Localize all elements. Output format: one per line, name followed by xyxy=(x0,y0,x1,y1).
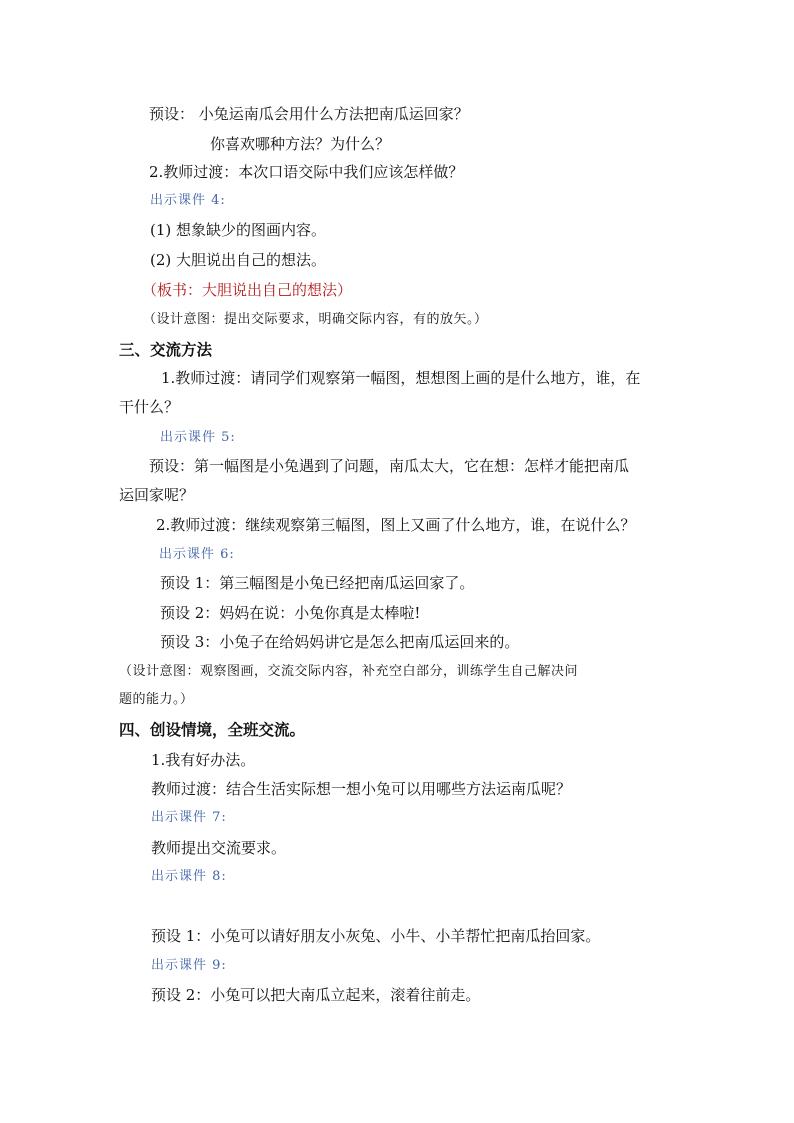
preset-question-line: 预设： 小兔运南瓜会用什么方法把南瓜运回家？ xyxy=(149,105,469,123)
courseware-4-label: 出示课件 4: xyxy=(150,193,226,208)
step-two-line: (2) 大胆说出自己的想法。 xyxy=(150,251,327,269)
third-image-question-line: 2.教师过渡：继续观察第三幅图，图上又画了什么地方，谁，在说什么？ xyxy=(156,516,636,534)
section-four-heading: 四、创设情境，全班交流。 xyxy=(119,720,306,739)
good-method-line: 1.我有好办法。 xyxy=(151,751,256,769)
courseware-5-label: 出示课件 5: xyxy=(160,430,236,445)
design-intent-line: （设计意图：提出交际要求，明确交际内容，有的放矢。） xyxy=(143,312,488,327)
teacher-transition-line: 2.教师过渡：本次口语交际中我们应该怎样做？ xyxy=(149,163,464,181)
preset-friends-help-line: 预设 1：小兔可以请好朋友小灰兔、小牛、小羊帮忙把南瓜抬回家。 xyxy=(151,927,601,945)
preset-three-line: 预设 3：小兔子在给妈妈讲它是怎么把南瓜运回来的。 xyxy=(160,633,520,651)
design-intent-observation-line: （设计意图：观察图画，交流交际内容，补充空白部分，训练学生自己解决问 xyxy=(119,664,579,679)
life-practice-transition-line: 教师过渡：结合生活实际想一想小兔可以用哪些方法运南瓜呢？ xyxy=(151,780,572,798)
courseware-9-label: 出示课件 9: xyxy=(151,958,227,973)
preset-roll-pumpkin-line: 预设 2：小兔可以把大南瓜立起来，滚着往前走。 xyxy=(151,986,481,1004)
courseware-6-label: 出示课件 6: xyxy=(159,547,235,562)
observation-question-line: 1.教师过渡：请同学们观察第一幅图，想想图上画的是什么地方，谁，在 xyxy=(161,369,641,387)
section-three-heading: 三、交流方法 xyxy=(119,340,213,359)
preset-first-image-continuation: 运回家呢？ xyxy=(119,486,195,504)
preset-two-line: 预设 2：妈妈在说：小兔你真是太棒啦! xyxy=(160,604,421,622)
courseware-8-label: 出示课件 8: xyxy=(151,869,227,884)
step-one-line: (1) 想象缺少的图画内容。 xyxy=(150,221,327,239)
observation-question-continuation: 干什么？ xyxy=(119,398,180,416)
communication-requirement-line: 教师提出交流要求。 xyxy=(151,839,287,857)
preset-one-line: 预设 1：第三幅图是小兔已经把南瓜运回家了。 xyxy=(160,574,475,592)
preset-first-image-line: 预设：第一幅图是小兔遇到了问题，南瓜太大，它在想：怎样才能把南瓜 xyxy=(149,457,630,475)
design-intent-observation-continuation: 题的能力。） xyxy=(119,692,194,707)
preset-follow-up-line: 你喜欢哪种方法？为什么？ xyxy=(210,135,391,153)
courseware-7-label: 出示课件 7: xyxy=(151,810,227,825)
board-note-line: （板书：大胆说出自己的想法） xyxy=(142,281,353,299)
